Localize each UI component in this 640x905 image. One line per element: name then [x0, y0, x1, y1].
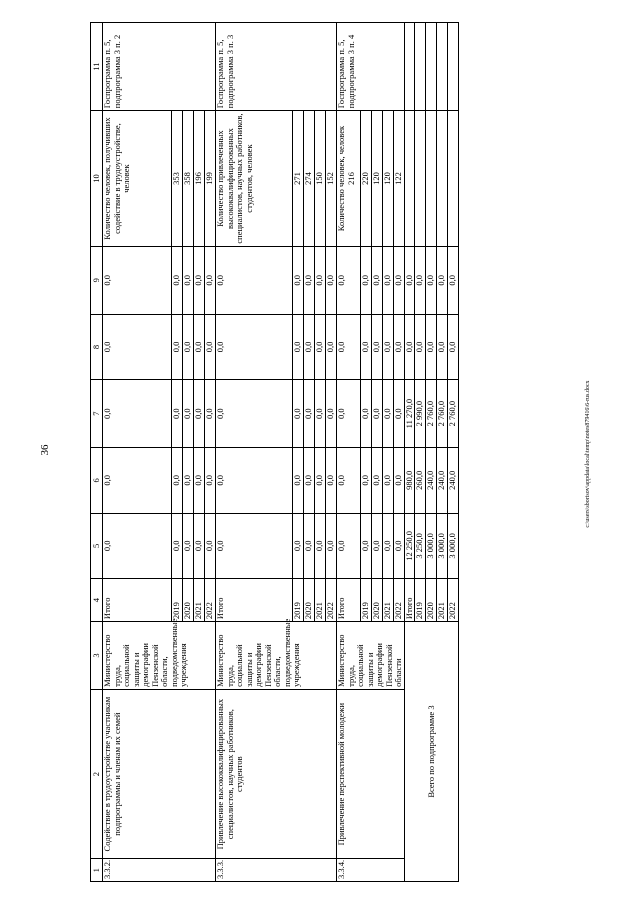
empty-cell	[426, 23, 437, 111]
year-cell: 2021	[315, 579, 326, 622]
cell-local: 0,0	[337, 314, 361, 380]
program-ref: Госпрограмма п. 5, подпрограмма 3 п. 3	[216, 23, 337, 111]
cell: 0,0	[437, 314, 448, 380]
empty-cell	[404, 23, 415, 111]
cell: 0,0	[304, 380, 315, 448]
cell: 0,0	[448, 314, 459, 380]
cell: 0,0	[382, 246, 393, 314]
cell: 0,0	[448, 246, 459, 314]
cell: 3 000,0	[437, 513, 448, 579]
cell: 2 760,0	[437, 380, 448, 448]
year-cell: 2019	[360, 579, 371, 622]
cell: 2 760,0	[426, 380, 437, 448]
cell: 0,0	[426, 314, 437, 380]
cell-other: 0,0	[216, 246, 293, 314]
year-cell: 2022	[326, 579, 337, 622]
cell: 271	[293, 111, 304, 247]
cell: 0,0	[172, 380, 183, 448]
year-cell: 2019	[172, 579, 183, 622]
cell: 2 990,0	[415, 380, 426, 448]
row-number: 3.3.2.	[103, 859, 216, 882]
cell-regional: 0,0	[337, 380, 361, 448]
cell: 0,0	[404, 314, 415, 380]
indicator: Количество человек, получивших содействие в трудоустройстве, человек	[103, 111, 172, 247]
column-number-row	[91, 23, 103, 882]
cell: 3 000,0	[426, 513, 437, 579]
year-cell: 2020	[304, 579, 315, 622]
cell: 0,0	[194, 314, 205, 380]
cell: 0,0	[371, 246, 382, 314]
cell: 2 760,0	[448, 380, 459, 448]
cell: 0,0	[415, 314, 426, 380]
cell: 0,0	[315, 513, 326, 579]
program-ref: Госпрограмма п. 5, подпрограмма 3 п. 4	[337, 23, 405, 111]
indicator: Количество привлеченных высококвалифицированных специалистов, научных работников, студентов, человек	[216, 111, 293, 247]
cell: 122	[393, 111, 404, 247]
cell: 0,0	[360, 513, 371, 579]
cell: 0,0	[304, 513, 315, 579]
empty-cell	[448, 23, 459, 111]
cell: 0,0	[172, 513, 183, 579]
cell: 358	[183, 111, 194, 247]
column-header: 2	[91, 689, 103, 859]
period-total: Итого	[337, 579, 361, 622]
measure-name: Привлечение высококвалифицированных специалистов, научных работников, студентов	[216, 689, 337, 859]
cell: 0,0	[194, 246, 205, 314]
cell: 0,0	[315, 314, 326, 380]
year-cell: 2022	[393, 579, 404, 622]
column-header: 8	[91, 314, 103, 380]
cell: 0,0	[293, 513, 304, 579]
cell: 0,0	[315, 246, 326, 314]
cell: 0,0	[393, 513, 404, 579]
column-header: 10	[91, 111, 103, 247]
cell: 0,0	[205, 513, 216, 579]
cell: 199	[205, 111, 216, 247]
cell: 220	[360, 111, 371, 247]
period-total: Итого	[404, 579, 415, 622]
cell-federal: 0,0	[337, 448, 361, 514]
cell: 0,0	[183, 380, 194, 448]
cell: 0,0	[393, 380, 404, 448]
empty-cell	[426, 111, 437, 247]
measure-name: Привлечение перспективной молодежи	[337, 689, 405, 859]
cell: 0,0	[326, 513, 337, 579]
executor: Министерство труда, социальной защиты и демографии Пензенской области, подведомственные учреждения	[216, 622, 337, 690]
cell-total: 0,0	[337, 513, 361, 579]
cell: 0,0	[205, 314, 216, 380]
year-cell: 2019	[293, 579, 304, 622]
year-cell: 2019	[415, 579, 426, 622]
empty-cell	[437, 23, 448, 111]
cell: 0,0	[304, 246, 315, 314]
period-total: Итого	[103, 579, 172, 622]
column-header: 6	[91, 448, 103, 514]
empty-cell	[415, 111, 426, 247]
column-header: 9	[91, 246, 103, 314]
subprogram-table	[90, 22, 459, 882]
cell: 0,0	[326, 246, 337, 314]
indicator	[337, 111, 361, 247]
cell: 0,0	[194, 513, 205, 579]
cell: 0,0	[194, 380, 205, 448]
indicator-text: Количество человек, человек	[336, 125, 346, 232]
cell-regional: 0,0	[216, 380, 293, 448]
period-total: Итого	[216, 579, 293, 622]
executor: Министерство труда, социальной защиты и демографии Пензенской области	[337, 622, 405, 690]
year-cell: 2021	[382, 579, 393, 622]
cell: 120	[382, 111, 393, 247]
cell: 0,0	[293, 380, 304, 448]
column-header: 7	[91, 380, 103, 448]
column-header: 11	[91, 23, 103, 111]
cell: 0,0	[426, 246, 437, 314]
cell: 0,0	[205, 380, 216, 448]
cell-federal: 0,0	[103, 448, 172, 514]
cell: 152	[326, 111, 337, 247]
cell: 0,0	[172, 246, 183, 314]
cell: 196	[194, 111, 205, 247]
cell-regional: 0,0	[103, 380, 172, 448]
cell: 0,0	[205, 246, 216, 314]
footer-file-path: c:\users\sborisov\appdata\local\temp\notes879416\6-rus.docx	[585, 380, 591, 528]
page-number: 36	[39, 444, 51, 456]
cell: 0,0	[360, 448, 371, 514]
cell: 0,0	[371, 380, 382, 448]
column-header: 1	[91, 859, 103, 882]
column-header: 5	[91, 513, 103, 579]
cell: 0,0	[183, 448, 194, 514]
cell: 0,0	[437, 246, 448, 314]
cell-local: 0,0	[216, 314, 293, 380]
cell: 0,0	[371, 513, 382, 579]
cell: 0,0	[183, 314, 194, 380]
cell: 150	[315, 111, 326, 247]
cell: 0,0	[382, 448, 393, 514]
cell: 0,0	[371, 314, 382, 380]
cell: 0,0	[360, 246, 371, 314]
cell: 0,0	[293, 314, 304, 380]
cell: 0,0	[415, 246, 426, 314]
cell: 0,0	[315, 448, 326, 514]
cell-local: 0,0	[103, 314, 172, 380]
year-cell: 2021	[194, 579, 205, 622]
cell: 0,0	[382, 380, 393, 448]
row-number: 3.3.3.	[216, 859, 337, 882]
cell: 0,0	[183, 513, 194, 579]
table-rotation-frame	[90, 22, 584, 882]
year-cell: 2022	[205, 579, 216, 622]
cell: 0,0	[172, 314, 183, 380]
cell: 0,0	[382, 314, 393, 380]
cell: 0,0	[304, 314, 315, 380]
cell: 0,0	[183, 246, 194, 314]
year-cell: 2020	[426, 579, 437, 622]
cell: 353	[172, 111, 183, 247]
year-cell: 2022	[448, 579, 459, 622]
cell: 0,0	[393, 448, 404, 514]
program-ref: Госпрограмма п. 5, подпрограмма 3 п. 2	[103, 23, 216, 111]
row-number: 3.3.4.	[337, 859, 405, 882]
cell: 0,0	[393, 314, 404, 380]
cell-total: 0,0	[103, 513, 172, 579]
indicator-total: 216	[345, 172, 356, 185]
summary-row	[404, 23, 415, 882]
cell: 0,0	[293, 246, 304, 314]
cell: 11 270,0	[404, 380, 415, 448]
measure-name: Содействие в трудоустройстве участникам подпрограммы и членам их семей	[103, 689, 216, 859]
table-row	[103, 23, 172, 882]
cell: 3 000,0	[448, 513, 459, 579]
column-header: 4	[91, 579, 103, 622]
year-cell: 2020	[371, 579, 382, 622]
cell: 0,0	[172, 448, 183, 514]
cell-other: 0,0	[337, 246, 361, 314]
cell: 0,0	[326, 314, 337, 380]
cell: 120	[371, 111, 382, 247]
cell: 0,0	[404, 246, 415, 314]
cell: 240,0	[448, 448, 459, 514]
column-header: 3	[91, 622, 103, 690]
cell: 0,0	[326, 448, 337, 514]
table-row	[337, 23, 361, 882]
cell: 0,0	[326, 380, 337, 448]
empty-cell	[415, 23, 426, 111]
rotated-page-content	[90, 22, 584, 882]
empty-cell	[404, 111, 415, 247]
cell: 0,0	[360, 314, 371, 380]
cell: 240,0	[437, 448, 448, 514]
executor: Министерство труда, социальной защиты и демографии Пензенской области, подведомственные учреждения	[103, 622, 216, 690]
cell: 0,0	[194, 448, 205, 514]
cell-total: 0,0	[216, 513, 293, 579]
empty-cell	[448, 111, 459, 247]
cell: 0,0	[304, 448, 315, 514]
summary-label: Всего по подпрограмме 3	[404, 622, 459, 882]
empty-cell	[437, 111, 448, 247]
cell: 12 250,0	[404, 513, 415, 579]
cell: 0,0	[205, 448, 216, 514]
cell: 0,0	[360, 380, 371, 448]
year-cell: 2021	[437, 579, 448, 622]
cell: 0,0	[371, 448, 382, 514]
cell: 0,0	[382, 513, 393, 579]
cell-federal: 0,0	[216, 448, 293, 514]
cell: 0,0	[293, 448, 304, 514]
year-cell: 2020	[183, 579, 194, 622]
table-row	[216, 23, 293, 882]
cell: 980,0	[404, 448, 415, 514]
cell: 0,0	[393, 246, 404, 314]
cell: 274	[304, 111, 315, 247]
cell: 0,0	[315, 380, 326, 448]
cell-other: 0,0	[103, 246, 172, 314]
cell: 3 250,0	[415, 513, 426, 579]
cell: 260,0	[415, 448, 426, 514]
cell: 240,0	[426, 448, 437, 514]
